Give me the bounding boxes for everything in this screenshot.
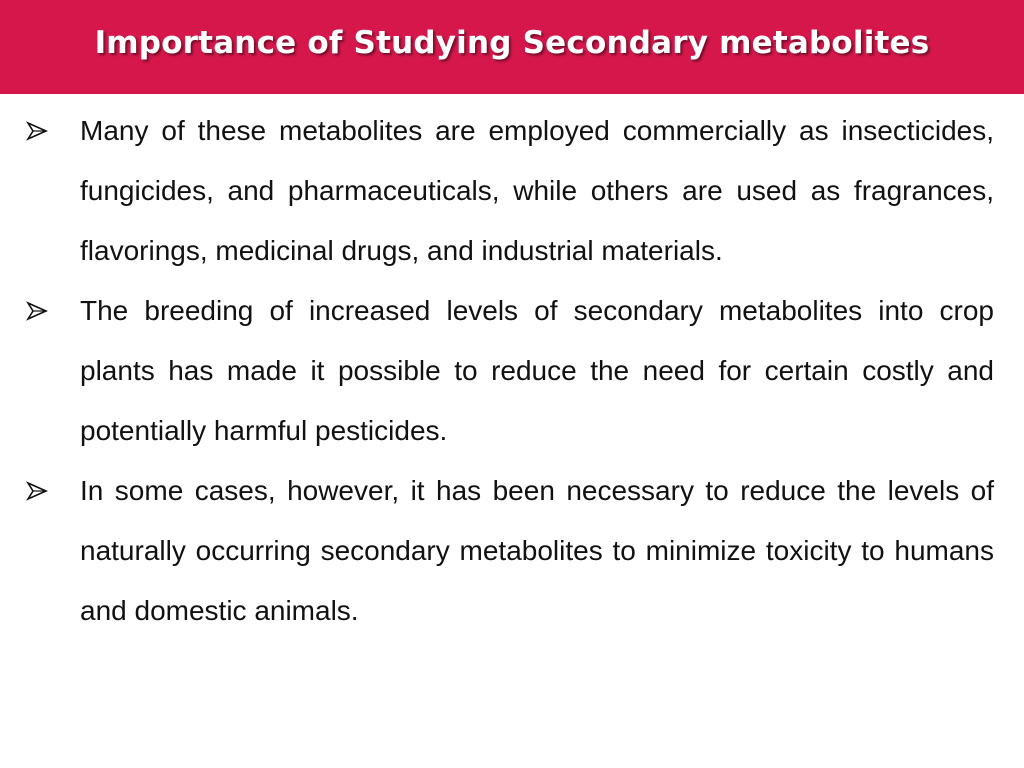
arrow-bullet-icon	[26, 281, 80, 341]
bullet-text: The breeding of increased levels of secondary metabolites into crop plants has made it possible to reduce the need for certain costly and potentially harmful pesticides.	[80, 295, 994, 446]
title-bar	[0, 0, 1024, 94]
bullet-text: In some cases, however, it has been necessary to reduce the levels of naturally occurring secondary metabolites to minimize toxicity to humans and domestic animals.	[80, 475, 994, 626]
arrow-bullet-icon	[26, 101, 80, 161]
bullet-item	[26, 101, 994, 281]
bullet-text: Many of these metabolites are employed commercially as insecticides, fungicides, and pharmaceuticals, while others are used as fragrances, flavorings, medicinal drugs, and industrial materials.	[80, 115, 994, 266]
bullet-list	[26, 101, 994, 641]
arrow-bullet-icon	[26, 461, 80, 521]
bullet-item	[26, 281, 994, 461]
bullet-item	[26, 461, 994, 641]
slide-title: Importance of Studying Secondary metabolites	[94, 25, 930, 61]
